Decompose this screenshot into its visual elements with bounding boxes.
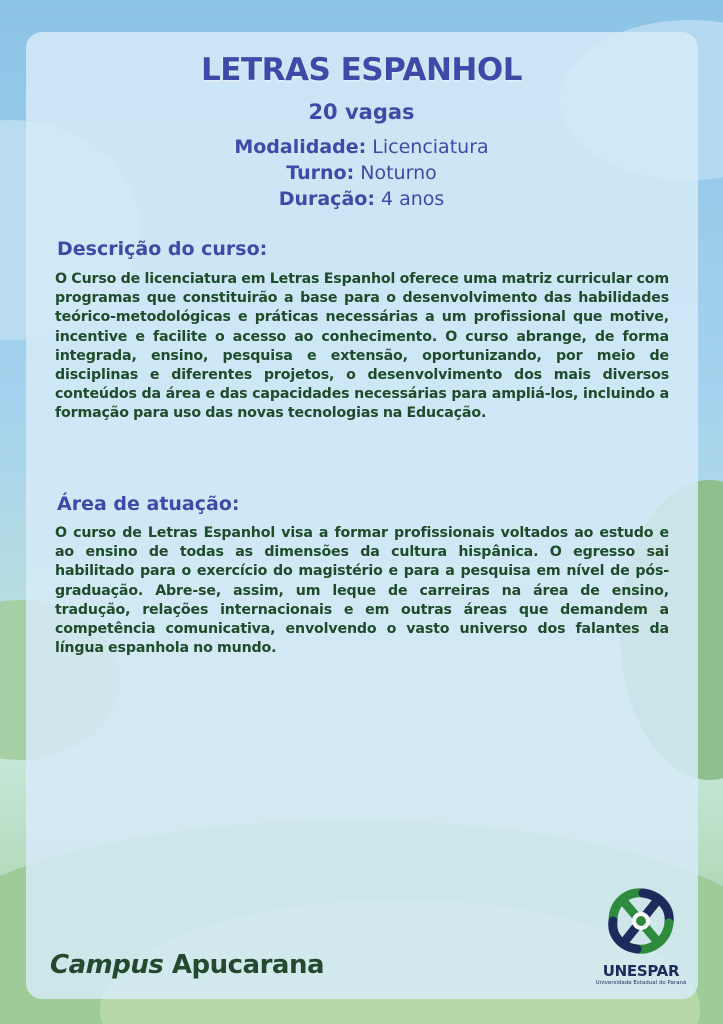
page-title: LETRAS ESPANHOL: [201, 52, 522, 88]
vagas-count: 20 vagas: [308, 100, 415, 124]
turno-line: [0, 162, 723, 184]
atuacao-text: O curso de Letras Espanhol visa a formar profissionais voltados ao estudo e ao ensino de todas as dimensões da cultura hispânica. O egresso sai habilitado para o exercício do magistério e para a pesquisa em nível de pós-graduação. Abre-se, assim, um leque de carreiras na área de ensino, tradução, relações internacionais e em outras áreas que demandem a competência comunicativa, envolvendo o vasto universo dos falantes da língua espanhola no mundo.: [55, 525, 669, 657]
duracao-value: 4 anos: [374, 188, 445, 210]
modalidade-label: Modalidade:: [234, 136, 367, 158]
turno-value: Noturno: [354, 162, 437, 184]
descricao-text: O Curso de licenciatura em Letras Espanhol oferece uma matriz curricular com programas que constituirão a base para o desenvolvimento das habilidades teórico-metodológicas e práticas necessárias a um profissional que motive, incentive e facilite o acesso ao conhecimento. O curso abrange, de forma integrada, ensino, pesquisa e extensão, oportunizando, por meio de disciplinas e diferentes projetos, o desenvolvimento dos mais diversos conteúdos da área e das capacidades necessárias para ampliá-los, incluindo a formação para uso das novas tecnologias na Educação.: [55, 271, 669, 422]
duracao-label: Duração:: [278, 188, 375, 210]
campus-word: Campus: [50, 950, 164, 980]
duracao-line: [0, 188, 723, 210]
logo-subtitle: Universidade Estadual do Paraná: [595, 980, 687, 986]
modalidade-line: [0, 136, 723, 158]
campus-name: Apucarana: [163, 950, 325, 980]
campus-label: [50, 950, 324, 980]
unespar-logo-icon: [599, 883, 683, 959]
logo-name: UNESPAR: [602, 962, 680, 980]
descricao-heading: Descrição do curso:: [57, 238, 268, 260]
atuacao-heading: Área de atuação:: [57, 493, 240, 515]
modalidade-value: Licenciatura: [366, 136, 489, 158]
turno-label: Turno:: [286, 162, 355, 184]
